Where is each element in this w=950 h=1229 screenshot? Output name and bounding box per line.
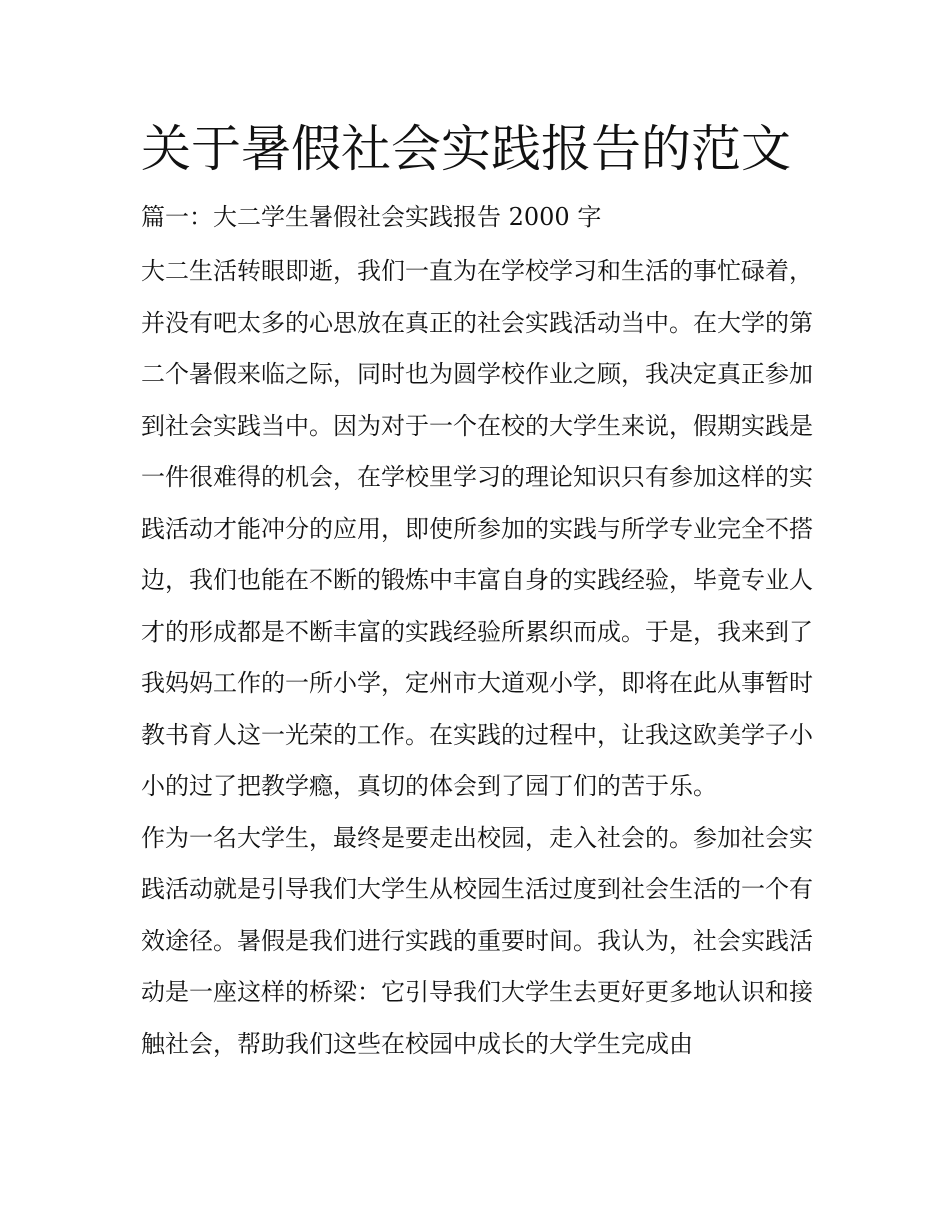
paragraph-1: 大二生活转眼即逝，我们一直为在学校学习和生活的事忙碌着，并没有吧太多的心思放在真正的社会实践活动当中。在大学的第二个暑假来临之际，同时也为圆学校作业之顾，我决定真正参加到社会实践当中。因为对于一个在校的大学生来说，假期实践是一件很难得的机会，在学校里学习的理论知识只有参加这样的实践活动才能冲分的应用，即使所参加的实践与所学专业完全不搭边，我们也能在不断的锻炼中丰富自身的实践经验，毕竟专业人才的形成都是不断丰富的实践经验所累织而成。于是，我来到了我妈妈工作的一所小学，定州市大道观小学，即将在此从事暂时教书育人这一光荣的工作。在实践的过程中，让我这欧美学子小小的过了把教学瘾，真切的体会到了园丁们的苦于乐。 xyxy=(141,257,813,800)
paragraph-2: 作为一名大学生，最终是要走出校园，走入社会的。参加社会实践活动就是引导我们大学生从校园生活过度到社会生活的一个有效途径。暑假是我们进行实践的重要时间。我认为，社会实践活动是一座这样的桥梁：它引导我们大学生去更好更多地认识和接触社会，帮助我们这些在校园中成长的大学生完成由 xyxy=(141,823,813,1058)
document-body xyxy=(141,118,813,1070)
document-title: 关于暑假社会实践报告的范文 xyxy=(141,120,791,178)
section-heading: 篇一：大二学生暑假社会实践报告 2000 字 xyxy=(141,203,602,231)
